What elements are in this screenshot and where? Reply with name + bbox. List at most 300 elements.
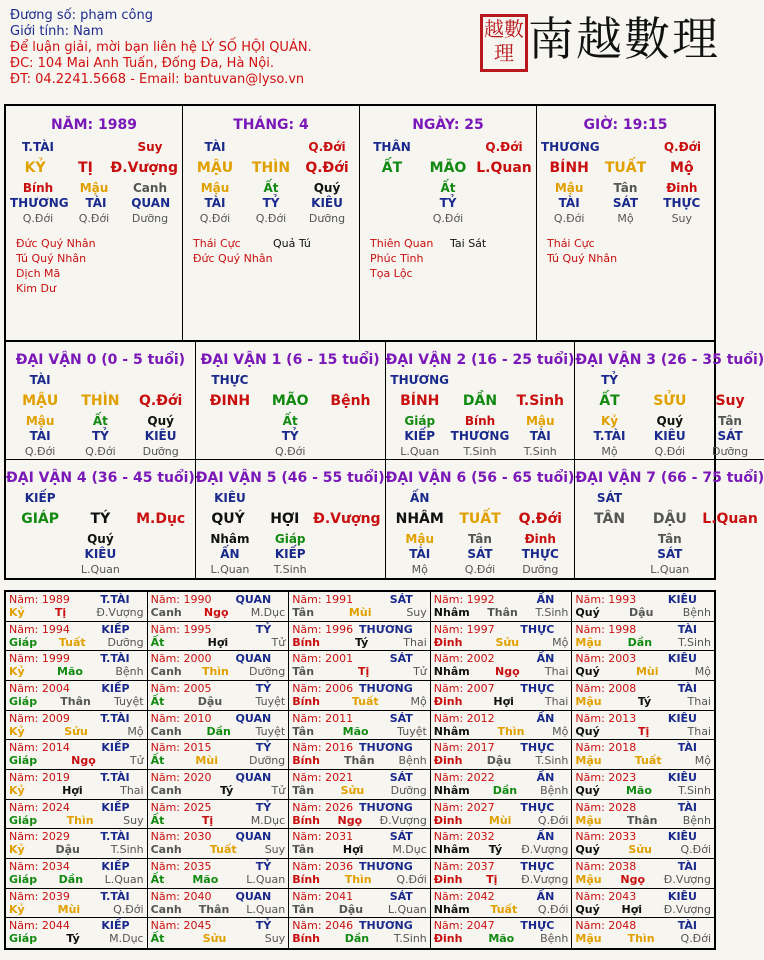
year-cell — [431, 918, 573, 948]
year-header-row — [292, 890, 427, 903]
year-stage: T.Sinh — [535, 606, 569, 619]
year-stage: Dưỡng — [249, 665, 286, 679]
year-cell — [289, 859, 431, 889]
dai-van-star: THỰC — [211, 373, 249, 387]
year-stem: Tân — [292, 606, 315, 619]
dai-van-hidden-stem-cell: Mậu — [525, 414, 555, 428]
dai-van-hidden-star-row — [386, 547, 575, 562]
year-star: SÁT — [389, 830, 413, 844]
year-star: TỶ — [255, 622, 272, 636]
year-branch: Mão — [342, 724, 369, 738]
year-header-row — [575, 890, 711, 903]
yearly-table — [4, 590, 716, 950]
dai-van-spacer — [700, 491, 760, 506]
year-detail-row — [9, 665, 144, 678]
year-label: Năm: 2024 — [9, 800, 70, 814]
year-stem: Đinh — [433, 635, 463, 649]
year-label: Năm: 2010 — [150, 711, 212, 725]
year-stage: Q.Đới — [680, 843, 711, 857]
year-label: Năm: 2030 — [150, 830, 212, 844]
year-star: ẤN — [536, 830, 555, 844]
year-stage: Đ.Vượng — [521, 843, 569, 857]
year-stage: Đ.Vượng — [663, 902, 711, 916]
year-detail-row — [151, 843, 286, 856]
year-branch: Thìn — [66, 813, 94, 827]
year-detail-row — [292, 843, 427, 856]
tag-left: Đức Quý Nhân — [193, 252, 273, 265]
year-label: Năm: 2044 — [9, 919, 70, 933]
year-stem: Tân — [292, 902, 315, 916]
pillar-stage-row — [537, 211, 714, 226]
year-header-row — [434, 593, 569, 606]
dai-van-hidden-stem-cell: Mậu — [405, 532, 435, 546]
dai-van-hidden-stem-cell: Đinh — [524, 532, 556, 546]
dai-van-stage-cell: Q.Đới — [24, 445, 56, 458]
dai-van-stem-branch-row — [575, 510, 764, 528]
year-detail-row — [9, 725, 144, 738]
tag-left: Tọa Lộc — [370, 267, 413, 280]
year-header-row — [575, 830, 711, 843]
year-stage: L.Quan — [387, 902, 427, 916]
dai-van-hidden-star-row — [6, 547, 195, 562]
pillar-hidden-star-row — [537, 196, 714, 211]
pillar-star-cell: Q.Đới — [485, 140, 523, 154]
year-stage: Suy — [264, 843, 286, 857]
dai-van-stage-cell: Dưỡng — [142, 445, 179, 458]
dai-van-stem-branch-cell: HỢI — [270, 511, 300, 527]
pillar-cell — [183, 106, 360, 340]
dai-van-stage-cell: Mộ — [601, 445, 618, 458]
dai-van-stage-cell — [131, 562, 191, 577]
tag-left: Thiên Quan — [370, 237, 434, 250]
dai-van-hidden-stem-cell: Mậu — [25, 414, 55, 428]
year-star: TÀI — [677, 859, 697, 873]
year-star: KIẾP — [101, 741, 130, 755]
year-star: TÀI — [677, 919, 697, 933]
year-cell — [6, 651, 148, 681]
dai-van-hidden-star-cell: SÁT — [717, 429, 743, 443]
dai-van-spacer — [450, 491, 510, 506]
year-stem: Canh — [150, 843, 182, 857]
dai-van-stem-branch-cell: TUẤT — [459, 511, 501, 527]
tag-row — [16, 236, 182, 251]
pillar-hidden-star-row — [183, 196, 359, 211]
year-stem: Mậu — [575, 754, 602, 768]
year-label: Năm: 2042 — [433, 889, 495, 903]
year-stem: Kỷ — [9, 783, 25, 797]
dai-van-stem-branch-cell: GIÁP — [21, 511, 60, 527]
tag-row — [370, 251, 536, 266]
year-stem: Canh — [150, 902, 182, 916]
year-label: Năm: 2000 — [150, 652, 212, 666]
year-label: Năm: 2041 — [292, 889, 354, 903]
year-header-row — [292, 623, 427, 636]
year-header-row — [9, 712, 144, 725]
year-cell — [289, 651, 431, 681]
dai-van-stem-branch-cell: Suy — [715, 393, 745, 409]
year-detail-row — [292, 754, 427, 767]
tag-row — [16, 266, 182, 281]
year-label: Năm: 2043 — [575, 889, 637, 903]
year-label: Năm: 2001 — [292, 652, 354, 666]
year-stem: Nhâm — [433, 783, 470, 797]
year-branch: Tý — [637, 694, 652, 708]
pillar-hidden-stem-row — [537, 181, 714, 196]
dai-van-star-row — [575, 373, 764, 388]
pillar-stage-cell — [364, 211, 420, 226]
year-cell — [148, 889, 290, 919]
gender: Giới tính: Nam — [10, 24, 104, 39]
year-star: THƯƠNG — [359, 681, 413, 695]
year-stage: Đ.Vượng — [521, 872, 569, 886]
dai-van-stage-cell: T.Sinh — [463, 445, 497, 458]
pillar-star-cell — [600, 140, 655, 155]
dai-van-cell — [386, 342, 576, 460]
year-label: Năm: 2018 — [575, 741, 637, 755]
year-detail-row — [292, 725, 427, 738]
year-label: Năm: 2037 — [433, 859, 495, 873]
year-star: QUAN — [235, 593, 272, 606]
year-stem: Bính — [292, 694, 321, 708]
year-stem: Nhâm — [433, 665, 470, 679]
pillar-hidden-star-cell: SÁT — [612, 196, 639, 210]
pillar-stem-branch-cell: ẤT — [381, 160, 403, 176]
dai-van-title: ĐẠI VẬN 0 (0 - 5 tuổi) — [15, 352, 186, 368]
year-stem: Mậu — [575, 635, 602, 649]
year-branch: Tý — [354, 635, 369, 649]
year-stem: Nhâm — [433, 902, 470, 916]
year-label: Năm: 2008 — [575, 681, 637, 695]
year-branch: Thìn — [497, 724, 525, 738]
year-star: ẤN — [536, 652, 555, 666]
pillar-stage-cell: Q.Đới — [553, 212, 585, 225]
dai-van-title: ĐẠI VẬN 7 (66 - 75 tuổi) — [575, 470, 764, 486]
year-detail-row — [9, 754, 144, 767]
pillar-star-cell — [66, 140, 122, 155]
tag-left: Kim Dư — [16, 282, 56, 295]
pillar-stage-cell: Q.Đới — [78, 212, 110, 225]
year-cell — [289, 592, 431, 622]
year-cell — [289, 800, 431, 830]
tag-left: Tú Quý Nhân — [16, 252, 87, 265]
year-branch: Tuất — [634, 754, 662, 768]
year-cell — [148, 592, 290, 622]
year-detail-row — [292, 814, 427, 827]
year-star: ẤN — [536, 770, 555, 784]
year-detail-row — [434, 814, 569, 827]
year-label: Năm: 1991 — [292, 593, 354, 606]
year-cell — [431, 711, 573, 741]
pillar-stem-branch-row — [183, 159, 359, 177]
year-cell — [572, 711, 714, 741]
pillar-tags — [6, 236, 182, 296]
tag-left: Dịch Mã — [16, 267, 61, 280]
year-detail-row — [292, 606, 427, 619]
dai-van-spacer — [510, 491, 570, 506]
year-cell — [148, 681, 290, 711]
red-seal: 越數理 — [480, 14, 528, 72]
year-cell — [289, 889, 431, 919]
dai-van-stage-row — [6, 444, 195, 459]
year-cell — [148, 800, 290, 830]
year-branch: Mùi — [635, 665, 659, 679]
year-stem: Canh — [150, 606, 182, 619]
year-cell — [572, 889, 714, 919]
address: ĐC: 104 Mai Anh Tuấn, Đống Đa, Hà Nội. — [10, 56, 274, 71]
year-cell — [148, 740, 290, 770]
year-stage: Mộ — [694, 754, 711, 768]
tag-row — [370, 236, 536, 251]
four-pillars-table — [4, 104, 716, 342]
dai-van-stem-branch-cell: THÌN — [81, 393, 120, 409]
year-header-row — [151, 652, 286, 665]
year-star: KIÊU — [667, 770, 697, 784]
year-star: KIÊU — [667, 830, 697, 844]
year-stage: Đ.Vượng — [96, 606, 144, 619]
year-branch: Mùi — [488, 813, 512, 827]
dai-van-stage-cell: T.Sinh — [523, 445, 557, 458]
pillar-hidden-star-cell: QUAN — [131, 196, 171, 210]
dai-van-stem-branch-row — [6, 392, 195, 410]
dai-van-stem-branch-row — [386, 510, 575, 528]
dai-van-hidden-star-cell: KIÊU — [653, 429, 686, 443]
year-stem: Quý — [575, 665, 600, 679]
dai-van-hidden-stem-row — [6, 532, 195, 547]
year-branch: Sửu — [202, 932, 227, 946]
year-header-row — [292, 652, 427, 665]
dai-van-hidden-star-cell: TỶ — [281, 429, 299, 443]
pillar-hidden-stem-cell: Ất — [440, 181, 456, 195]
year-branch: Dần — [627, 635, 653, 649]
year-branch: Thìn — [201, 665, 229, 679]
dai-van-hidden-stem-cell: Bính — [464, 414, 496, 428]
dai-van-hidden-stem-cell — [10, 532, 70, 547]
dai-van-spacer — [320, 491, 380, 506]
dai-van-cell — [386, 460, 576, 578]
year-star: KIÊU — [667, 711, 697, 725]
year-stem: Ất — [150, 635, 165, 649]
year-label: Năm: 1997 — [433, 622, 495, 636]
pillar-star-cell: Q.Đới — [308, 140, 346, 154]
year-cell — [6, 918, 148, 948]
year-detail-row — [292, 903, 427, 916]
year-cell — [6, 681, 148, 711]
year-label: Năm: 2027 — [433, 800, 495, 814]
year-cell — [148, 859, 290, 889]
year-branch: Dần — [344, 932, 370, 946]
year-stem: Giáp — [9, 932, 38, 946]
dai-van-hidden-star-cell: T.TÀI — [593, 429, 626, 443]
year-detail-row — [575, 873, 711, 886]
dai-van-stem-branch-row — [6, 510, 195, 528]
year-stem: Ất — [150, 694, 165, 708]
year-label: Năm: 2029 — [9, 830, 70, 844]
dai-van-hidden-stem-cell: Quý — [147, 414, 174, 428]
year-stage: T.Sinh — [535, 754, 569, 768]
tag-row — [16, 251, 182, 266]
dai-van-hidden-star-cell: TÀI — [29, 429, 51, 443]
year-star: QUAN — [235, 711, 272, 725]
year-detail-row — [434, 932, 569, 945]
dai-van-stage-row — [386, 562, 575, 577]
year-label: Năm: 2033 — [575, 830, 637, 844]
year-label: Năm: 1996 — [292, 622, 354, 636]
dai-van-hidden-star-cell: SÁT — [467, 547, 493, 561]
year-header-row — [9, 623, 144, 636]
year-stage: T.Sinh — [110, 843, 144, 857]
year-label: Năm: 2009 — [9, 711, 70, 725]
year-stem: Mậu — [575, 694, 602, 708]
pillar-star-row — [183, 140, 359, 155]
dai-van-stage-cell: Dưỡng — [711, 445, 749, 458]
year-star: QUAN — [235, 770, 272, 784]
dai-van-hidden-star-cell — [320, 429, 380, 444]
year-header-row — [434, 623, 569, 636]
year-label: Năm: 2048 — [575, 919, 637, 933]
year-star: TÀI — [677, 681, 697, 695]
dai-van-stem-branch-cell: TÂN — [594, 511, 626, 527]
year-branch: Mùi — [195, 754, 218, 768]
year-star: ẤN — [536, 593, 555, 606]
year-cell — [572, 829, 714, 859]
dai-van-spacer — [510, 373, 570, 388]
year-cell — [431, 770, 573, 800]
pillar-stage-row — [6, 211, 182, 226]
promo-text: Để luận giải, mời bạn liên hệ LÝ SỐ HỘI QUÁN. — [10, 40, 312, 55]
pillar-hidden-stem-row — [183, 181, 359, 196]
dai-van-cell — [196, 342, 386, 460]
year-stage: Đ.Vượng — [379, 813, 427, 827]
year-cell — [431, 859, 573, 889]
tag-left: Tú Quý Nhân — [547, 252, 618, 265]
year-detail-row — [9, 606, 144, 619]
pillar-cell — [6, 106, 183, 340]
year-header-row — [151, 623, 286, 636]
year-detail-row — [9, 873, 144, 886]
year-cell — [572, 651, 714, 681]
year-branch: Dần — [492, 783, 518, 797]
dai-van-stage-cell: L.Quan — [210, 563, 250, 576]
dai-van-star-row — [386, 373, 575, 388]
pillar-hidden-stem-cell — [476, 181, 532, 196]
dai-van-title: ĐẠI VẬN 1 (6 - 15 tuổi) — [200, 352, 380, 368]
year-stage: Mộ — [694, 665, 711, 679]
year-header-row — [292, 771, 427, 784]
dai-van-hidden-stem-cell: Tân — [468, 532, 492, 546]
pillar-hidden-star-cell — [364, 196, 420, 211]
year-branch: Dần — [206, 724, 231, 738]
year-stem: Quý — [575, 902, 600, 916]
year-detail-row — [434, 725, 569, 738]
dai-van-hidden-star-cell: TÀI — [409, 547, 431, 561]
year-detail-row — [575, 725, 711, 738]
dai-van-stage-row — [386, 444, 575, 459]
pillar-hidden-stem-cell: Canh — [133, 181, 167, 195]
year-label: Năm: 2016 — [292, 741, 354, 755]
year-header-row — [434, 890, 569, 903]
dai-van-stage-cell — [579, 562, 639, 577]
pillar-hidden-stem-cell — [364, 181, 420, 196]
pillar-hidden-star-cell: TỶ — [262, 196, 280, 210]
year-header-row — [434, 830, 569, 843]
dai-van-hidden-stem-cell — [131, 532, 191, 547]
year-header-row — [575, 652, 711, 665]
year-cell — [431, 889, 573, 919]
dai-van-star: KIẾP — [24, 491, 56, 505]
contact: ĐT: 04.2241.5668 - Email: bantuvan@lyso.vn — [10, 72, 305, 87]
year-stage: T.Sinh — [678, 783, 711, 797]
year-stem: Nhâm — [433, 606, 470, 619]
year-star: TỶ — [255, 741, 272, 755]
dai-van-spacer — [450, 373, 510, 388]
dai-van-hidden-star-cell — [10, 547, 70, 562]
dai-van-stage-cell: Q.Đới — [654, 445, 686, 458]
year-header-row — [9, 801, 144, 814]
year-cell — [572, 681, 714, 711]
year-header-row — [575, 771, 711, 784]
year-detail-row — [151, 784, 286, 797]
dai-van-stage-cell: Dưỡng — [522, 563, 559, 576]
dai-van-hidden-star-row — [575, 429, 764, 444]
pillar-stage-cell: Dưỡng — [131, 212, 169, 225]
dai-van-star: TÀI — [29, 373, 51, 387]
year-header-row — [434, 860, 569, 873]
year-header-row — [151, 919, 286, 932]
year-star: T.TÀI — [100, 770, 130, 784]
year-header-row — [151, 712, 286, 725]
pillar-hidden-stem-row — [6, 181, 182, 196]
year-cell — [572, 770, 714, 800]
year-stage: M.Dục — [392, 843, 427, 857]
year-stem: Ất — [150, 872, 165, 886]
dai-van-hidden-stem-cell: Ất — [92, 414, 108, 428]
dai-van-stage-cell — [10, 562, 70, 577]
dai-van-hidden-stem-cell: Tân — [657, 532, 682, 546]
year-stem: Nhâm — [433, 724, 470, 738]
dai-van-star-row — [6, 373, 195, 388]
pillar-stage-cell: Q.Đới — [255, 212, 287, 225]
year-stem: Canh — [150, 783, 182, 797]
pillar-stem-branch-cell: Q.Đới — [305, 160, 349, 176]
dai-van-stem-branch-cell: SỬU — [653, 393, 687, 409]
year-cell — [572, 622, 714, 652]
dai-van-stem-branch-cell: Đ.Vượng — [313, 511, 381, 527]
dai-van-hidden-stem-row — [196, 532, 385, 547]
year-star: QUAN — [235, 830, 272, 844]
year-star: THƯƠNG — [359, 919, 413, 933]
dai-van-stage-cell: Mộ — [411, 563, 428, 576]
year-branch: Tị — [201, 813, 214, 827]
pillar-star-cell: Suy — [137, 140, 163, 154]
year-stage: Q.Đới — [113, 902, 144, 916]
year-branch: Sửu — [628, 843, 652, 857]
year-header-row — [9, 741, 144, 754]
pillar-stage-cell: Q.Đới — [199, 212, 231, 225]
owner-name: Đương số: phạm công — [10, 8, 153, 23]
year-branch: Tý — [66, 932, 80, 946]
year-cell — [431, 681, 573, 711]
year-label: Năm: 2025 — [150, 800, 212, 814]
dai-van-star-row — [575, 491, 764, 506]
year-stem: Giáp — [9, 694, 38, 708]
year-header-row — [575, 741, 711, 754]
chart-header — [10, 8, 480, 88]
dai-van-hidden-star-cell: KIẾP — [404, 429, 436, 443]
dai-van-spacer — [131, 491, 191, 506]
year-cell — [6, 770, 148, 800]
year-stem: Ất — [150, 754, 165, 768]
year-detail-row — [292, 932, 427, 945]
